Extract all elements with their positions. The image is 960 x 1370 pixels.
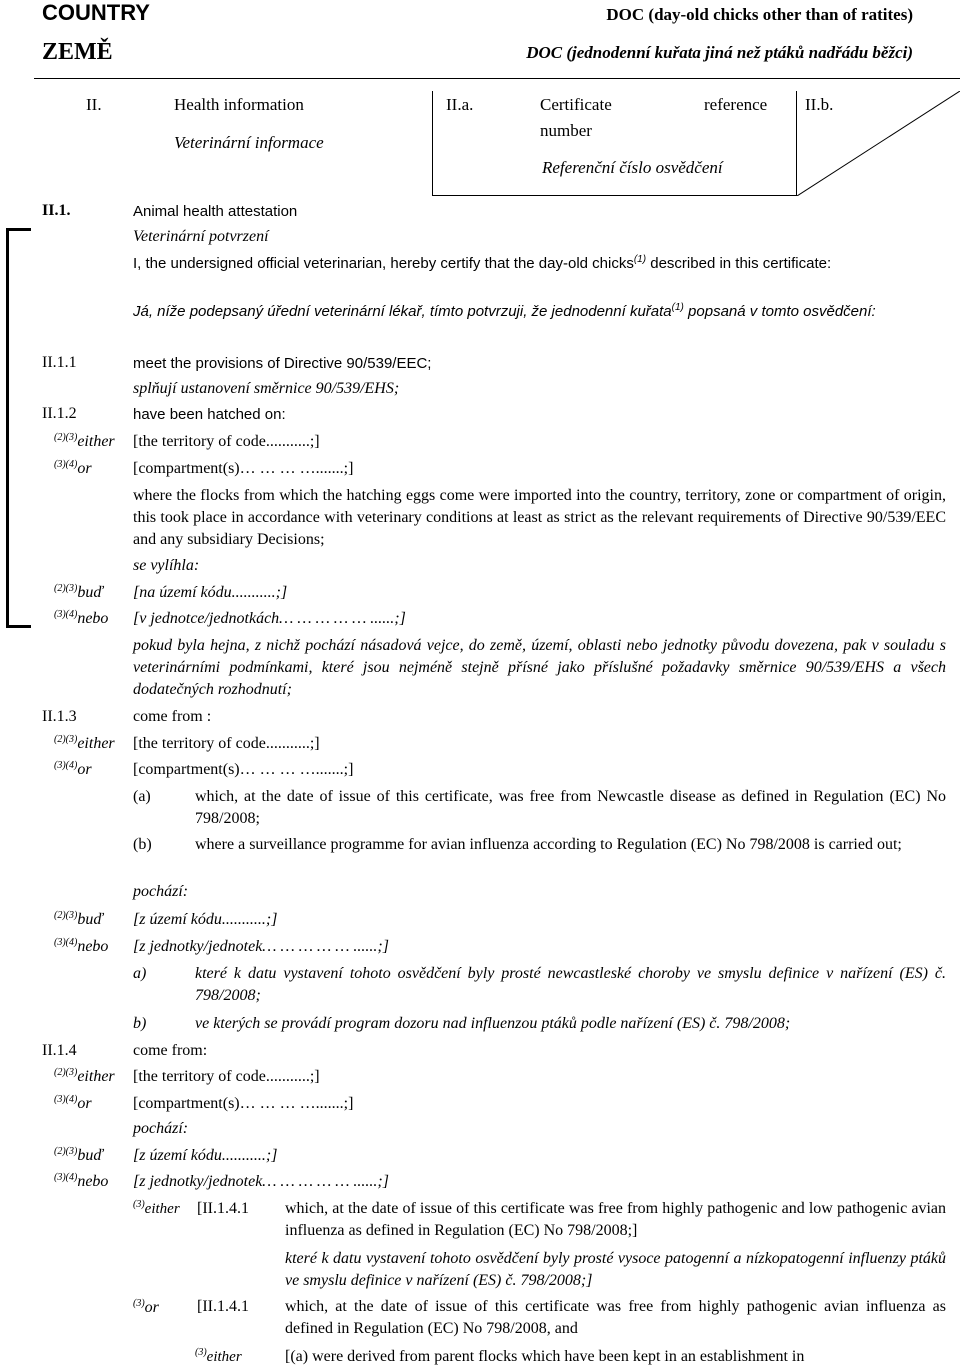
- box-bottom-rule: [432, 195, 797, 196]
- ref-label-2: reference: [704, 95, 768, 114]
- ii-1-3-b-text-cz: ve kterých se provádí program dozoru nad influenzou ptáků podle nařízení (ES) č. 798/2008;: [195, 1015, 791, 1032]
- ii-1-3-b-label-cz: b): [133, 1015, 147, 1032]
- ii-1-3-bud-text: [z území kódu...........;]: [133, 911, 278, 928]
- intro-cz-text-b: popsaná v tomto osvědčení:: [683, 303, 876, 320]
- either-marker: $^{(2)(3)}$either: [54, 432, 115, 450]
- intro-paragraph-cz: [133, 301, 946, 323]
- footnote-marker: (1): [671, 302, 684, 313]
- ii-1-3-either-text: [the territory of code...........;]: [133, 735, 320, 752]
- ii-1-4-1-or-code: [II.1.4.1: [197, 1298, 249, 1315]
- doc-title-cz: DOC (jednodenní kuřata jiná než ptáků nadřádu běžci): [526, 43, 913, 62]
- part-code: II.: [86, 95, 102, 114]
- or-marker: $^{(3)}$or: [133, 1298, 159, 1316]
- either-marker: $^{(2)(3)}$either: [54, 1067, 115, 1085]
- ii-1-3-a-label: (a): [133, 788, 151, 805]
- ii-1-4-1-text-cz: které k datu vystavení tohoto osvědčení byly prosté vysoce patogenní a nízkopatogenní influenzy ptáků ve smyslu definice v nařízení (ES) č. 798/2008;]: [285, 1250, 946, 1289]
- part-title-cz: Veterinární informace: [174, 133, 324, 152]
- part-title: Health information: [174, 95, 304, 114]
- ii-1-4-a-text: [(a) were derived from parent flocks which have been kept in an establishment in: [285, 1348, 805, 1365]
- or-marker: $^{(3)(4)}$or: [54, 1094, 92, 1112]
- ii-1-2-bud-text: [na území kódu...........;]: [133, 584, 288, 601]
- ii-1-4-or-text: [compartment(s)… … … ….......;]: [133, 1095, 354, 1112]
- ii-1-4-either-text: [the territory of code...........;]: [133, 1068, 320, 1085]
- box-divider-left: [432, 91, 433, 196]
- ii-1-2-nebo-text: [v jednotce/jednotkách… … … … … ......;]: [133, 610, 406, 627]
- ii-1-4-1-or-text: which, at the date of issue of this certificate was free from highly pathogenic avian influenza as defined in Regulation (EC) No 798/2008, and: [285, 1298, 946, 1337]
- ii-1-1-text-cz: splňují ustanovení směrnice 90/539/EHS;: [133, 380, 400, 397]
- ii-1-4-1-text: which, at the date of issue of this certificate was free from highly pathogenic and low pathogenic avian influenza as defined in Regulation (EC) No 798/2008;]: [285, 1200, 946, 1239]
- attestation-title-cz: Veterinární potvrzení: [133, 228, 269, 245]
- ii-1-1-code: II.1.1: [42, 354, 77, 371]
- left-bracket-bottom: [6, 625, 31, 628]
- country-label-cz: ZEMĚ: [42, 39, 113, 65]
- nebo-marker: $^{(3)(4)}$nebo: [54, 937, 109, 955]
- intro-text-a: I, the undersigned official veterinarian, hereby certify that the day-old chicks: [133, 255, 634, 272]
- nebo-marker: $^{(3)(4)}$nebo: [54, 1172, 109, 1190]
- intro-paragraph: [133, 253, 946, 275]
- ii-1-2-code: II.1.2: [42, 405, 77, 422]
- ii-1-3-nebo-text: [z jednotky/jednotek… … … … … ......;]: [133, 938, 389, 955]
- left-bracket-top: [6, 228, 31, 231]
- attestation-title: Animal health attestation: [133, 203, 298, 220]
- intro-cz-text-a: Já, níže podepsaný úřední veterinární lékař, tímto potvrzuji, že jednodenní kuřata: [133, 303, 672, 320]
- ii-1-3-a-label-cz: a): [133, 965, 147, 982]
- ref-code: II.a.: [446, 95, 474, 114]
- ii-1-2-either-text: [the territory of code...........;]: [133, 433, 320, 450]
- bud-marker: $^{(2)(3)}$buď: [54, 583, 104, 601]
- nebo-marker: $^{(3)(4)}$nebo: [54, 609, 109, 627]
- ii-1-2-text: have been hatched on:: [133, 406, 286, 423]
- ii-1-2-or-text: [compartment(s)… … … ….......;]: [133, 460, 354, 477]
- ref-label-3: number: [540, 121, 592, 140]
- ii-1-4-code: II.1.4: [42, 1042, 77, 1059]
- ii-1-2-where-cz: pokud byla hejna, z nichž pochází násadová vejce, do země, území, oblasti nebo jednotky původu dovezena, pak v souladu s veterinárními podmínkami, které jsou nejméně stejně přísné jako příslušné požadavky směrnice 90/539/EHS a všech dodatečných rozhodnutí;: [133, 637, 946, 698]
- either-marker: $^{(3)}$either: [195, 1347, 242, 1365]
- ii-1-3-a-text-cz: které k datu vystavení tohoto osvědčení byly prosté newcastleské choroby ve smyslu definice v nařízení (ES) č. 798/2008;: [195, 965, 946, 1004]
- footnote-marker: (1): [633, 254, 647, 265]
- ii-1-3-b-label: (b): [133, 836, 152, 853]
- or-marker: $^{(3)(4)}$or: [54, 760, 92, 778]
- ii-1-3-a-text: which, at the date of issue of this certificate, was free from Newcastle disease as defined in Regulation (EC) No 798/2008;: [195, 788, 946, 827]
- bud-marker: $^{(2)(3)}$buď: [54, 910, 104, 928]
- iib-code: II.b.: [805, 95, 834, 114]
- country-label: COUNTRY: [42, 0, 150, 25]
- or-marker: $^{(3)(4)}$or: [54, 459, 92, 477]
- ref-label: Certificate: [540, 95, 612, 114]
- ii-1-2-where-text: where the flocks from which the hatching eggs come were imported into the country, territory, zone or compartment of origin, this took place in accordance with veterinary conditions at least as strict as the relevant requirements of Directive 90/539/EEC and any subsidiary Decisions;: [133, 487, 946, 548]
- ii-1-4-cz-lead: pochází:: [133, 1120, 189, 1137]
- left-bracket-bar: [6, 228, 9, 628]
- intro-text-b: described in this certificate:: [646, 255, 832, 272]
- attestation-code: II.1.: [42, 202, 71, 219]
- ii-1-4-nebo-text: [z jednotky/jednotek… … … … … ......;]: [133, 1173, 389, 1190]
- ii-1-3-text: come from :: [133, 708, 212, 725]
- ii-1-2-cz-lead: se vylíhla:: [133, 557, 200, 574]
- ii-1-1-text: meet the provisions of Directive 90/539/EEC;: [133, 355, 432, 372]
- doc-title: DOC (day-old chicks other than of ratites): [606, 5, 913, 24]
- ii-1-3-b-text: where a surveillance programme for avian influenza according to Regulation (EC) No 798/2008 is carried out;: [195, 836, 902, 853]
- ii-1-4-bud-text: [z území kódu...........;]: [133, 1147, 278, 1164]
- ii-1-3-or-text: [compartment(s)… … … ….......;]: [133, 761, 354, 778]
- either-marker: $^{(3)}$either: [133, 1199, 180, 1217]
- ref-label-cz: Referenční číslo osvědčení: [542, 158, 723, 177]
- either-marker: $^{(2)(3)}$either: [54, 734, 115, 752]
- bud-marker: $^{(2)(3)}$buď: [54, 1146, 104, 1164]
- ii-1-3-cz-lead: pochází:: [133, 883, 189, 900]
- ii-1-3-code: II.1.3: [42, 708, 77, 725]
- header-rule: [34, 78, 960, 79]
- ii-1-4-text: come from:: [133, 1042, 208, 1059]
- ii-1-4-1-code: [II.1.4.1: [197, 1200, 249, 1217]
